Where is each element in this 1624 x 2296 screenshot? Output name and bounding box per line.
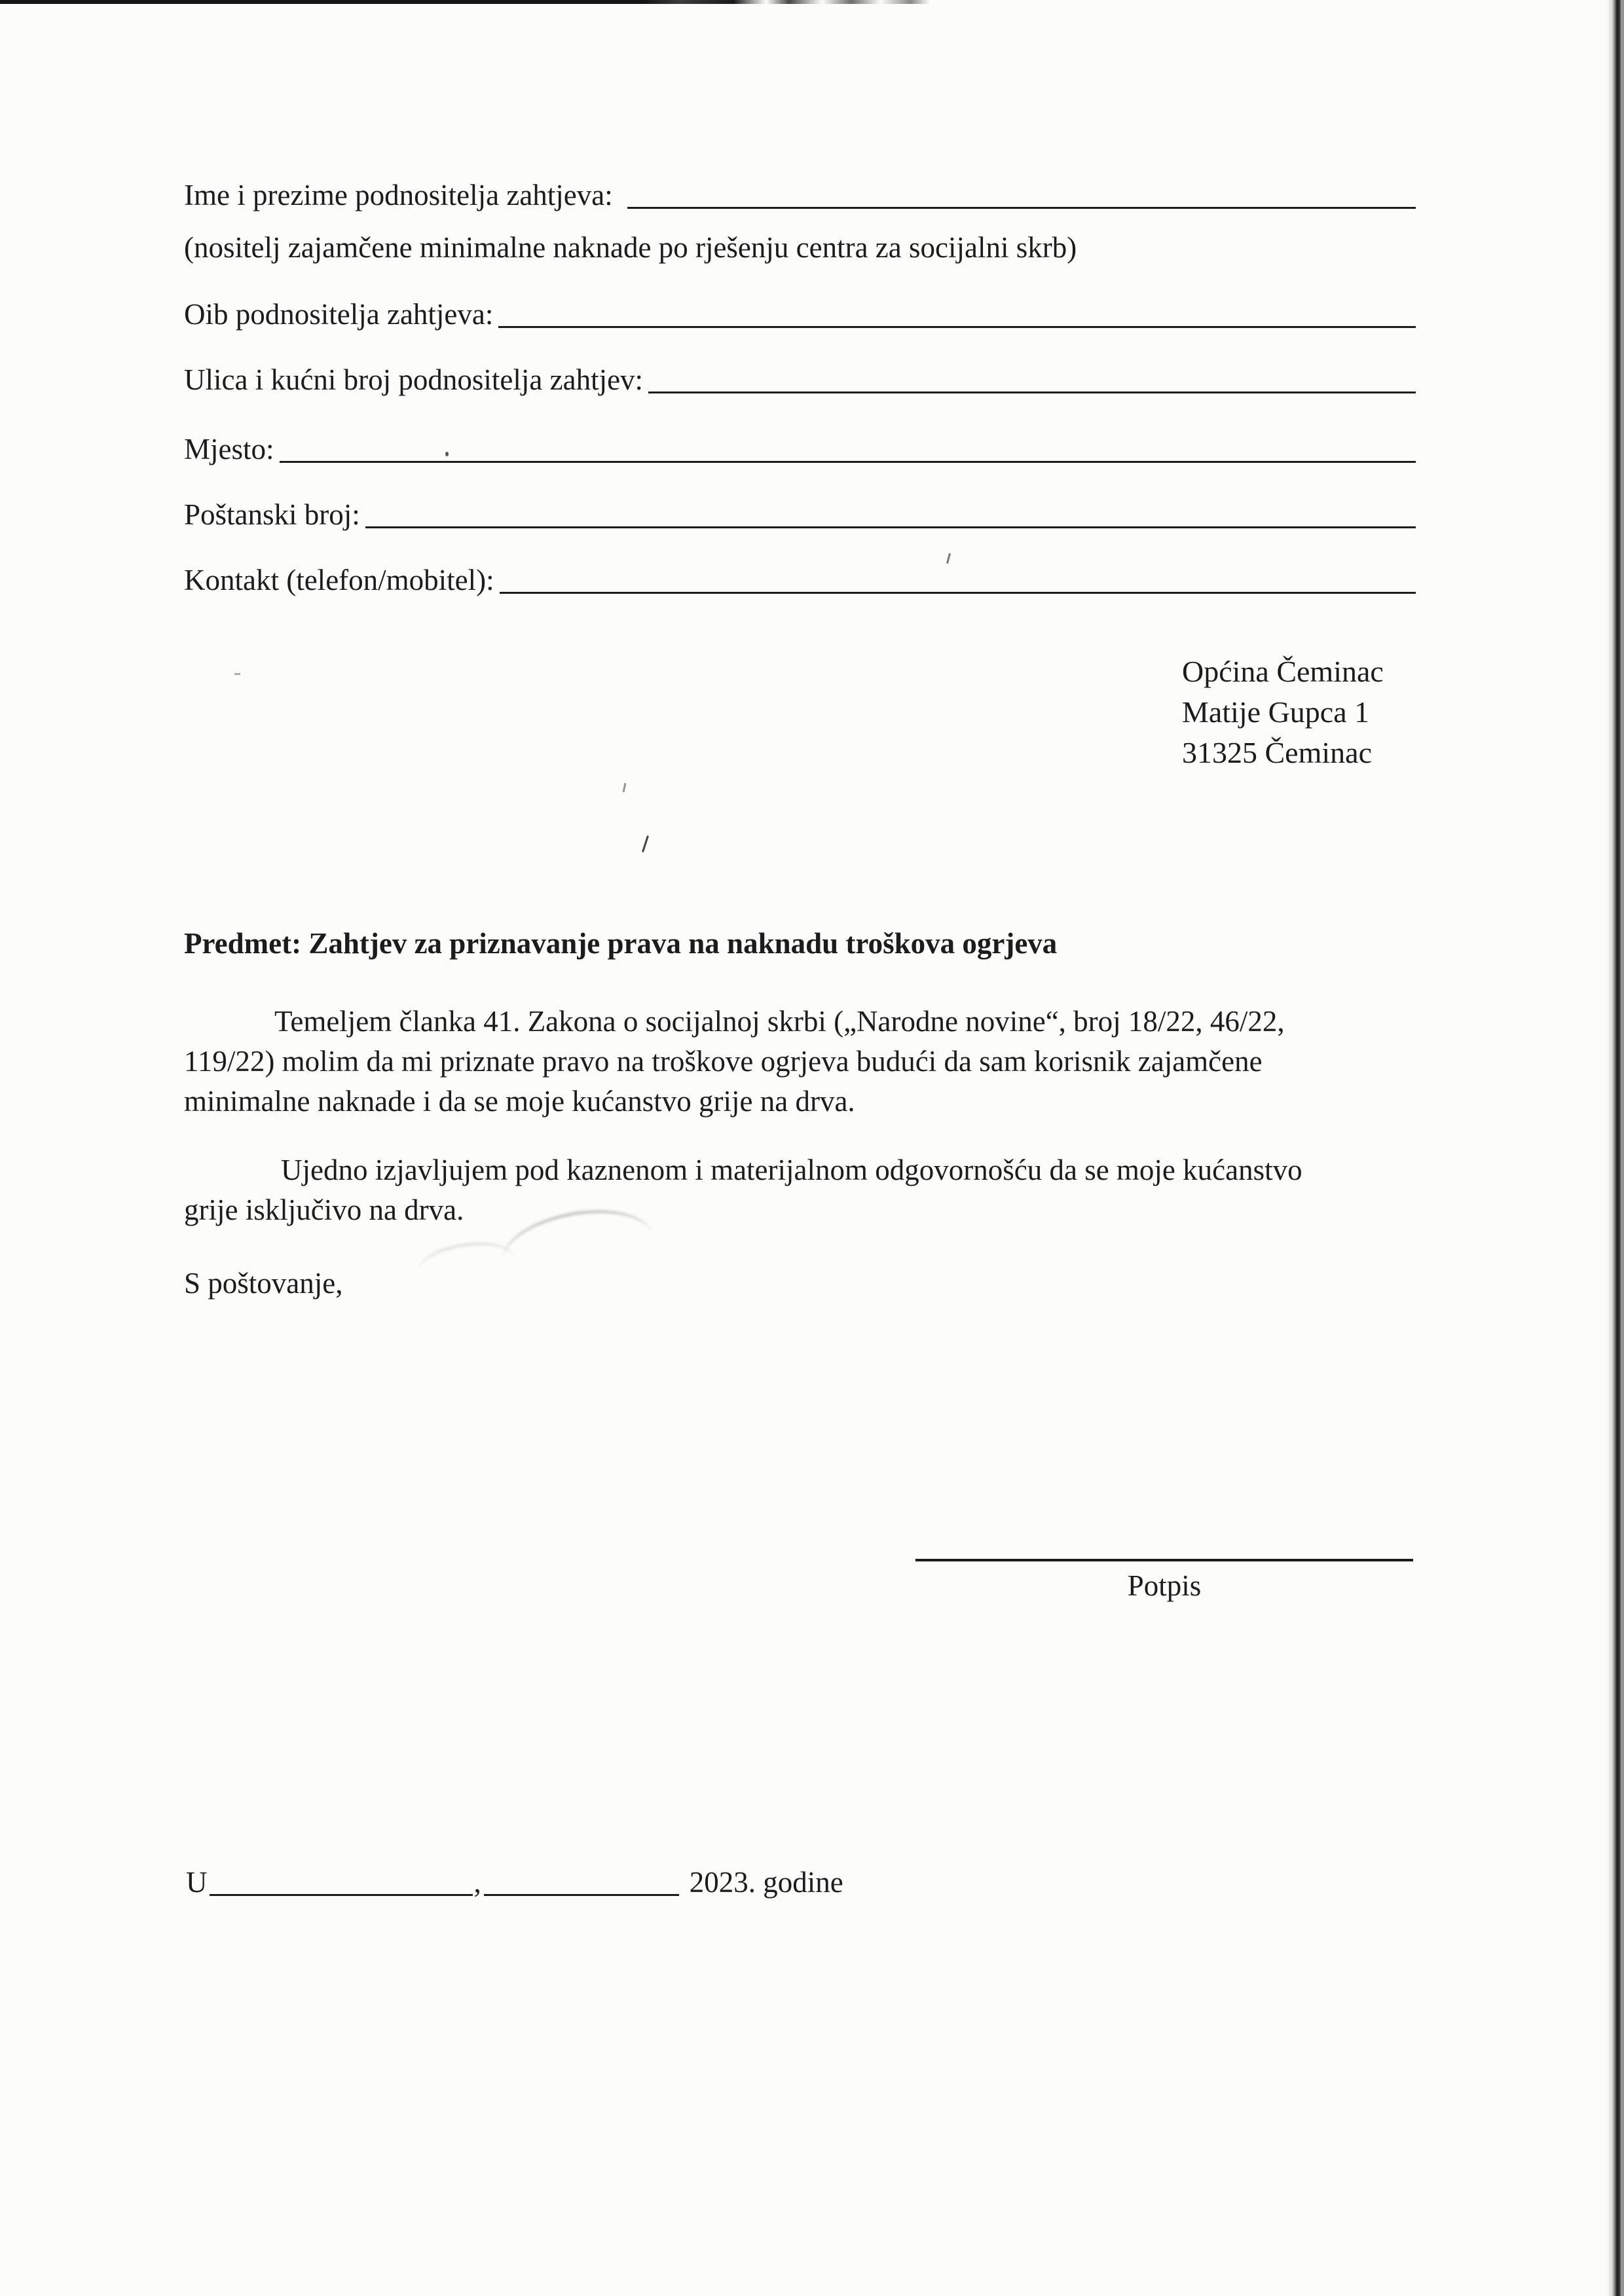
- field-label-place: Mjesto:: [184, 433, 274, 465]
- field-note-guaranteed-benefit: (nositelj zajamčene minimalne naknade po rješenju centra za socijalni skrb): [184, 231, 1077, 264]
- fill-in-line-postal-code: [365, 526, 1416, 528]
- paragraph-line: Ujedno izjavljujem pod kaznenom i materijalnom odgovornošću da se moje kućanstvo: [281, 1154, 1302, 1186]
- signature-caption: Potpis: [1127, 1569, 1202, 1602]
- scan-speck: [234, 673, 240, 675]
- paragraph-line: minimalne naknade i da se moje kućanstvo grije na drva.: [184, 1085, 855, 1118]
- field-row-street: [184, 361, 1416, 398]
- date-year-suffix: 2023. godine: [689, 1866, 843, 1899]
- field-label-contact: Kontakt (telefon/mobitel):: [184, 564, 494, 596]
- fill-in-line-place: [280, 461, 1416, 463]
- scan-edge-artifact-right: [1607, 0, 1624, 2296]
- paragraph-line: 119/22) molim da mi priznate pravo na troškove ogrjeva budući da sam korisnik zajamčene: [184, 1045, 1263, 1078]
- field-label-street: Ulica i kućni broj podnositelja zahtjev:: [184, 363, 644, 396]
- recipient-street: Matije Gupca 1: [1182, 695, 1370, 729]
- recipient-name: Općina Čeminac: [1182, 655, 1384, 688]
- scan-speck: [642, 835, 649, 852]
- body-paragraph-2: [184, 1150, 1302, 1230]
- fill-in-line-street: [648, 392, 1416, 393]
- closing-salutation: S poštovanje,: [184, 1267, 343, 1300]
- field-row-oib: [184, 296, 1416, 333]
- fill-in-line-date-of-signing: [484, 1894, 679, 1896]
- date-place-comma: ,: [473, 1866, 481, 1899]
- field-label-oib: Oib podnositelja zahtjeva:: [184, 298, 494, 331]
- signature-line: [915, 1559, 1413, 1561]
- date-place-prefix: U: [186, 1866, 208, 1899]
- paragraph-line: grije isključivo na drva.: [184, 1194, 464, 1226]
- date-place-row: [186, 1864, 843, 1901]
- fill-in-line-oib: [498, 326, 1416, 328]
- fill-in-line-place-of-signing: [210, 1894, 473, 1896]
- recipient-address-block: [1182, 651, 1384, 773]
- fill-in-line-contact: [500, 592, 1416, 594]
- scan-smudge: [415, 1237, 515, 1273]
- paragraph-line: Temeljem članka 41. Zakona o socijalnoj skrbi („Narodne novine“, broj 18/22, 46/22,: [274, 1005, 1285, 1038]
- field-row-postal-code: [184, 496, 1416, 533]
- subject-line: Predmet: Zahtjev za priznavanje prava na naknadu troškova ogrjeva: [184, 927, 1058, 960]
- field-label-applicant-name: Ime i prezime podnositelja zahtjeva:: [184, 179, 613, 211]
- scan-speck: [623, 783, 627, 792]
- body-paragraph-1: [184, 1002, 1285, 1121]
- fill-in-line-applicant-name: [627, 207, 1416, 209]
- field-row-place: [184, 431, 1416, 467]
- recipient-city: 31325 Čeminac: [1182, 736, 1372, 769]
- field-row-applicant-name: [184, 177, 1416, 213]
- field-label-postal-code: Poštanski broj:: [184, 498, 360, 531]
- scan-edge-artifact-top: [0, 0, 930, 4]
- field-row-contact: [184, 562, 1416, 598]
